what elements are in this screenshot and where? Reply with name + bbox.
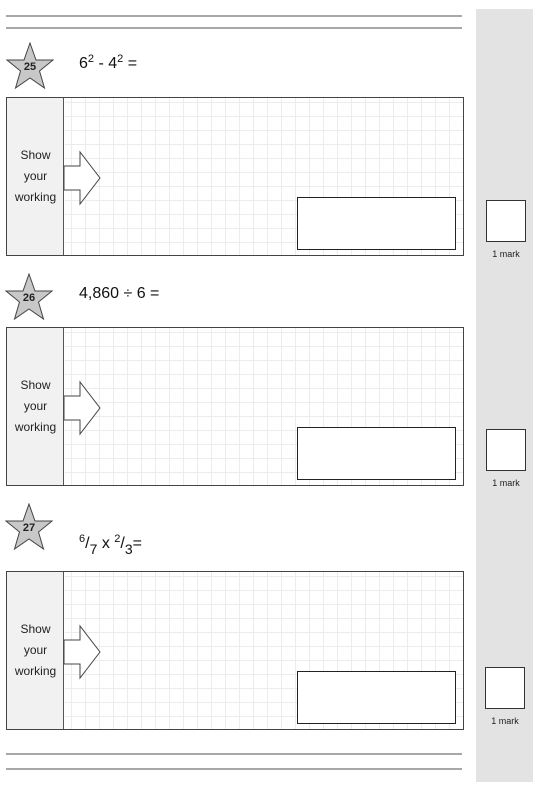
mark-label: 1 mark (492, 249, 520, 259)
working-label: working (14, 664, 57, 678)
mark-box[interactable] (486, 200, 526, 242)
question-text: $^6$/7 x $^2$/3= (79, 533, 142, 557)
answer-box[interactable] (297, 197, 456, 250)
question-number: 27 (22, 522, 36, 534)
question-text: 4,860 ÷ 6 = (79, 285, 160, 302)
show-working-tab (7, 328, 64, 485)
bottom-rule (6, 768, 462, 770)
answer-box[interactable] (297, 671, 456, 724)
working-label: Show (20, 148, 51, 162)
show-working-tab (7, 98, 64, 255)
working-label: working (14, 190, 57, 204)
question-text: $6^2 - 4^2$ = (79, 53, 138, 72)
working-area[interactable] (6, 97, 464, 256)
bottom-rule (6, 753, 462, 755)
top-rule (6, 15, 462, 17)
working-label: Show (20, 378, 51, 392)
question-number: 25 (23, 61, 37, 73)
top-rule (6, 27, 462, 29)
mark-label: 1 mark (492, 478, 520, 488)
working-area[interactable] (6, 571, 464, 730)
answer-box[interactable] (297, 427, 456, 480)
question-number-star (6, 42, 54, 90)
mark-box[interactable] (485, 667, 525, 709)
mark-label: 1 mark (491, 716, 519, 726)
show-working-tab (7, 572, 64, 729)
arrow-right-icon (63, 624, 103, 680)
question-number-star (5, 273, 53, 321)
question-number-star (5, 503, 53, 551)
working-label: working (14, 420, 57, 434)
arrow-right-icon (63, 380, 103, 436)
working-label: your (23, 399, 48, 413)
working-area[interactable] (6, 327, 464, 486)
working-label: your (23, 643, 48, 657)
working-label: Show (20, 622, 51, 636)
arrow-right-icon (63, 150, 103, 206)
mark-box[interactable] (486, 429, 526, 471)
question-number: 26 (22, 292, 36, 304)
working-label: your (23, 169, 48, 183)
